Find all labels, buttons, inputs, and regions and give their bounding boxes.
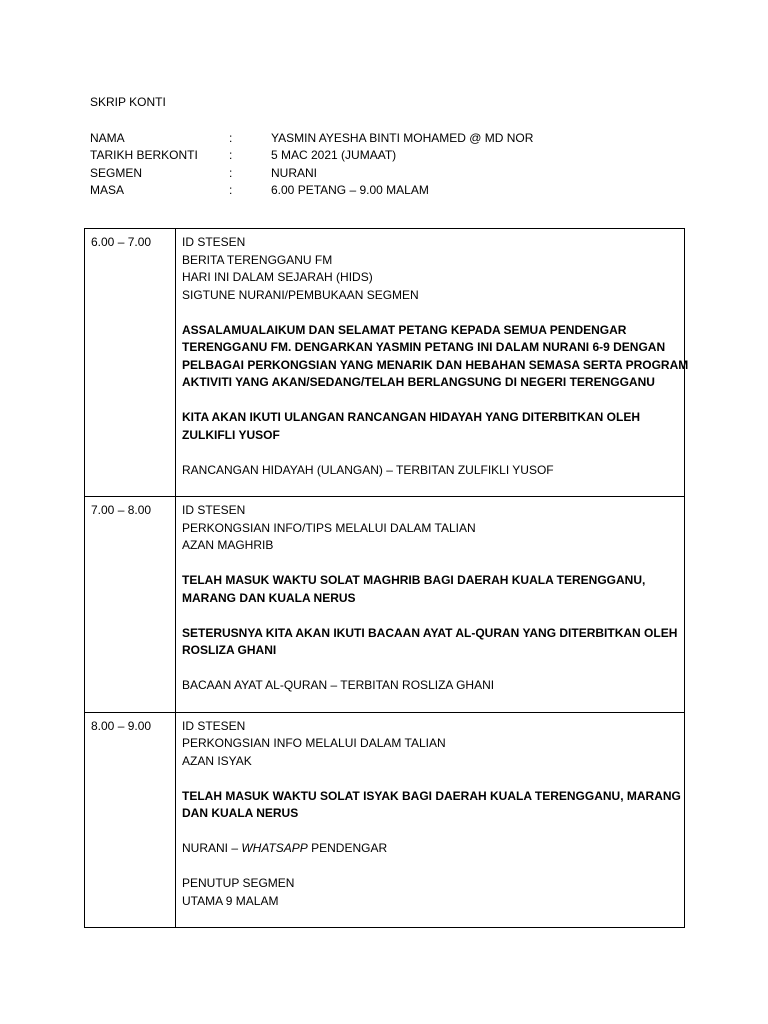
script-line: TELAH MASUK WAKTU SOLAT ISYAK BAGI DAERAH KUALA TERENGGANU, MARANG: [182, 788, 681, 803]
program-item: BERITA TERENGGANU FM: [182, 252, 333, 267]
host-script: [182, 409, 679, 444]
listener-whatsapp-line: [182, 840, 679, 858]
info-colon: :: [229, 130, 233, 145]
program-item: AZAN MAGHRIB: [182, 538, 274, 552]
info-label: TARIKH BERKONTI: [90, 148, 198, 163]
info-row-masa: [90, 182, 533, 200]
host-script: [182, 322, 689, 392]
program-item: PERKONGSIAN INFO MELALUI DALAM TALIAN: [182, 736, 446, 750]
script-line: TELAH MASUK WAKTU SOLAT MAGHRIB BAGI DAERAH KUALA TERENGGANU,: [182, 573, 646, 587]
script-line: AKTIVITI YANG AKAN/SEDANG/TELAH BERLANGSUNG DI NEGERI TERENGGANU: [182, 375, 655, 389]
program-item: AZAN ISYAK: [182, 753, 252, 768]
script-line: PELBAGAI PERKONGSIAN YANG MENARIK DAN HEBAHAN SEMASA SERTA PROGRAM: [182, 357, 689, 372]
info-label: MASA: [90, 183, 125, 198]
schedule-row-2: [85, 497, 685, 713]
info-label: NAMA: [90, 130, 125, 145]
info-label: SEGMEN: [90, 165, 143, 180]
info-row-segmen: [90, 164, 533, 182]
info-colon: :: [229, 148, 233, 163]
whatsapp-text: WHATSAPP: [241, 841, 308, 855]
time-slot: 8.00 – 9.00: [85, 712, 176, 928]
document-title: SKRIP KONTI: [90, 95, 166, 109]
info-row-tarikh: [90, 147, 533, 165]
info-colon: :: [229, 165, 233, 180]
info-value: NURANI: [271, 165, 318, 180]
segment-ending: [182, 875, 679, 910]
time-slot: 7.00 – 8.00: [85, 497, 176, 713]
host-script: [182, 788, 679, 823]
program-item: HARI INI DALAM SEJARAH (HIDS): [182, 270, 373, 284]
ending-line: PENUTUP SEGMEN: [182, 876, 295, 890]
nurani-prefix: NURANI –: [182, 841, 242, 855]
schedule-row-1: [85, 229, 685, 497]
time-slot: 6.00 – 7.00: [85, 229, 176, 497]
ending-line: UTAMA 9 MALAM: [182, 893, 279, 908]
program-item: SIGTUNE NURANI/PEMBUKAAN SEGMEN: [182, 287, 419, 302]
info-row-nama: [90, 129, 533, 147]
program-item: ID STESEN: [182, 503, 246, 517]
script-line: TERENGGANU FM. DENGARKAN YASMIN PETANG INI DALAM NURANI 6-9 DENGAN: [182, 340, 666, 354]
host-script: [182, 572, 679, 607]
info-value: 6.00 PETANG – 9.00 MALAM: [271, 183, 429, 198]
slot-content: [176, 497, 685, 713]
script-line: MARANG DAN KUALA NERUS: [182, 590, 356, 605]
script-line: ZULKIFLI YUSOF: [182, 427, 280, 442]
nurani-suffix: PENDENGAR: [307, 841, 388, 855]
closing-line: BACAAN AYAT AL-QURAN – TERBITAN ROSLIZA GHANI: [182, 678, 495, 692]
schedule-table: [84, 228, 689, 928]
program-closing: [182, 462, 679, 480]
script-line: ASSALAMUALAIKUM DAN SELAMAT PETANG KEPADA SEMUA PENDENGAR: [182, 322, 627, 337]
script-line: ROSLIZA GHANI: [182, 643, 277, 657]
host-script: [182, 625, 679, 660]
script-line: KITA AKAN IKUTI ULANGAN RANCANGAN HIDAYAH YANG DITERBITKAN OLEH: [182, 410, 641, 424]
info-colon: :: [229, 183, 233, 198]
slot-content: [176, 229, 689, 497]
program-item: PERKONGSIAN INFO/TIPS MELALUI DALAM TALIAN: [182, 520, 476, 535]
schedule-row-3: [85, 712, 685, 928]
program-item: ID STESEN: [182, 718, 246, 733]
slot-content: [176, 712, 685, 928]
script-line: SETERUSNYA KITA AKAN IKUTI BACAAN AYAT AL-QURAN YANG DITERBITKAN OLEH: [182, 625, 678, 640]
script-info: [90, 129, 533, 199]
info-value: 5 MAC 2021 (JUMAAT): [271, 148, 397, 163]
info-value: YASMIN AYESHA BINTI MOHAMED @ MD NOR: [271, 130, 534, 145]
program-closing: [182, 677, 679, 695]
closing-line: RANCANGAN HIDAYAH (ULANGAN) – TERBITAN ZULFIKLI YUSOF: [182, 462, 554, 477]
script-line: DAN KUALA NERUS: [182, 806, 299, 820]
program-item: ID STESEN: [182, 235, 246, 249]
